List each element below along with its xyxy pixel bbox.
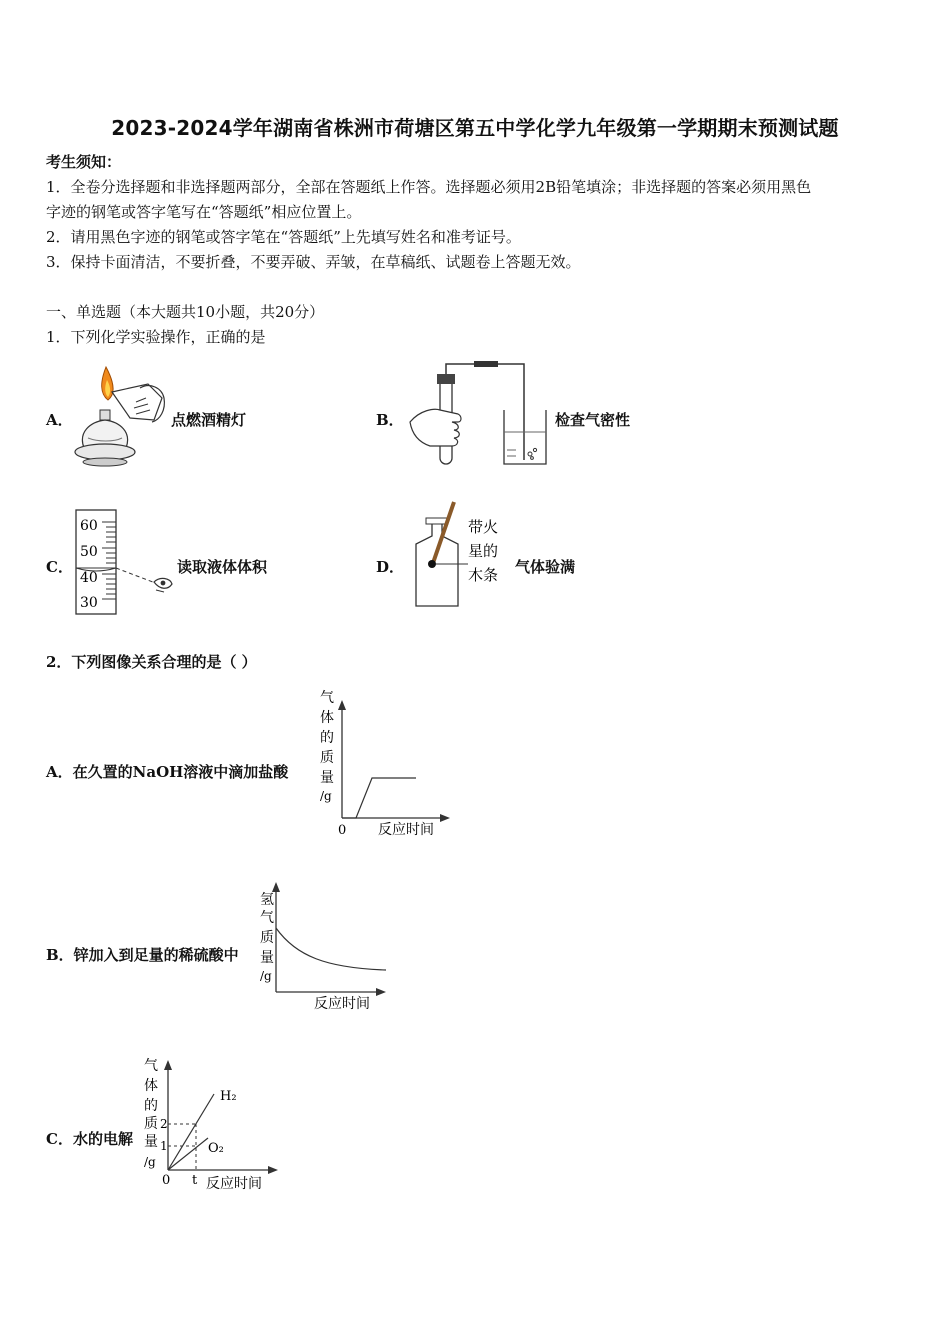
notice-item-3: 3．保持卡面清洁，不要折叠，不要弄破、弄皱，在草稿纸、试题卷上答题无效。 [46,253,581,271]
q2a-ylabel-1: 体 [320,710,334,726]
q2a-origin: 0 [338,823,347,838]
q2a-ylabel-3: 质 [320,750,334,766]
q2b-ylabel-0: 氢 [260,892,274,908]
q1-option-d-label: D． [376,558,405,576]
q1-option-b-text: 检查气密性 [555,411,631,429]
q2c-origin: 0 [162,1173,171,1188]
q1-option-c-text: 读取液体体积 [177,558,268,576]
q2a-ylabel-0: 气 [320,690,334,706]
q1-option-a-label: A． [46,411,73,429]
graduated-cylinder-figure [72,506,176,618]
gas-collection-figure [410,500,510,610]
q1-stem: 1．下列化学实验操作，正确的是 [46,328,266,346]
cylinder-tick-60: 60 [80,518,98,534]
cylinder-tick-40: 40 [80,570,98,586]
cylinder-tick-50: 50 [80,544,98,560]
splint-note-line2: 星的 [468,542,499,560]
q2b-ylabel-2: 质 [260,930,274,946]
q2b-ylabel-4: /g [260,969,272,983]
q2b-ylabel-3: 量 [260,950,274,966]
q2-graph-b [256,876,390,1016]
q2-graph-c [142,1054,278,1196]
q1-option-b-label: B． [376,411,404,429]
q2-stem: 2．下列图像关系合理的是（ ） [46,653,257,671]
page-title: 2023-2024学年湖南省株洲市荷塘区第五中学化学九年级第一学期期末预测试题 [111,116,839,140]
q2c-tick-1: 1 [160,1139,168,1153]
notice-item-1b: 字迹的钢笔或答字笔写在“答题纸”相应位置上。 [46,203,362,221]
q1-option-d-text: 气体验满 [515,558,576,576]
q2c-ylabel-0: 气 [144,1058,158,1074]
q2c-o2-label: O₂ [208,1141,224,1156]
alcohol-lamp-figure [70,362,170,470]
section-heading: 一、单选题（本大题共10小题，共20分） [46,303,325,321]
q1-option-a-text: 点燃酒精灯 [171,411,247,429]
q2-option-b-text: B．锌加入到足量的稀硫酸中 [46,946,239,964]
q2a-ylabel-2: 的 [320,730,334,746]
q2b-ylabel-1: 气 [260,910,274,926]
cylinder-tick-30: 30 [80,595,98,611]
q2-option-c-text: C．水的电解 [46,1130,133,1148]
q2-graph-a [314,686,454,838]
q2c-ylabel-1: 体 [144,1078,158,1094]
q2c-xlabel: 反应时间 [206,1176,262,1192]
q1-option-c-label: C． [46,558,73,576]
q2c-ylabel-5: /g [144,1155,156,1169]
q2c-ylabel-3: 质 [144,1116,158,1132]
q2a-ylabel-5: /g [320,789,332,803]
q2c-tick-2: 2 [160,1117,168,1131]
q2a-ylabel-4: 量 [320,770,334,786]
splint-note-line1: 带火 [468,518,499,536]
splint-note-line3: 木条 [468,566,499,584]
q2-option-a-text: A．在久置的NaOH溶液中滴加盐酸 [46,763,289,781]
notice-item-1a: 1．全卷分选择题和非选择题两部分，全部在答题纸上作答。选择题必须用2B铅笔填涂；非选择题的答案必须用黑色 [46,178,812,196]
airtightness-figure [404,360,554,468]
q2c-h2-label: H₂ [220,1089,237,1104]
q2c-ylabel-2: 的 [144,1098,158,1114]
q2b-xlabel: 反应时间 [314,996,370,1012]
q2a-xlabel: 反应时间 [378,822,434,838]
notice-heading: 考生须知： [46,153,122,171]
q2c-t-label: t [192,1173,198,1188]
notice-item-2: 2．请用黑色字迹的钢笔或答字笔在“答题纸”上先填写姓名和准考证号。 [46,228,521,246]
q2c-ylabel-4: 量 [144,1134,158,1150]
